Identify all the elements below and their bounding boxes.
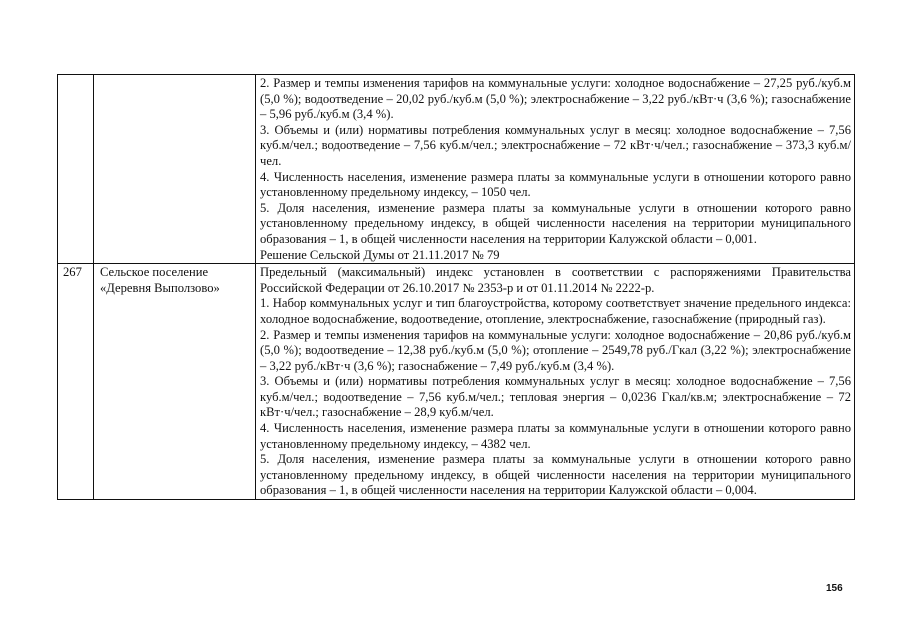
- municipality-name-cell: [94, 264, 256, 500]
- municipality-name-cell: [94, 75, 256, 264]
- paragraph: Предельный (максимальный) индекс установлен в соответствии с распоряжениями Правительства Российской Федерации от 26.10.2017 № 2353-р и от 01.11.2014 № 2222-р.: [260, 265, 851, 295]
- row-number-cell: [58, 75, 94, 264]
- page-number: 156: [826, 583, 843, 594]
- row-number-cell: 267: [58, 264, 94, 500]
- paragraph: 4. Численность населения, изменение размера платы за коммунальные услуги в отношении которого равно установленному предельному индексу, – 1050 чел.: [260, 169, 851, 200]
- paragraph: 2. Размер и темпы изменения тарифов на коммунальные услуги: холодное водоснабжение – 20,86 руб./куб.м (5,0 %); водоотведение – 12,38 руб./куб.м (5,0 %); отопление – 2549,78 руб./Гкал (3,22 %); электроснабжение – 3,22 руб./кВт·ч (3,6 %); газоснабжение – 7,49 руб./куб.м (3,4 %).: [260, 327, 851, 373]
- table-row: [58, 264, 855, 500]
- paragraph: 5. Доля населения, изменение размера платы за коммунальные услуги в отношении которого равно установленному предельному индексу, в общей численности населения на территории муниципального образования – 1, в общей численности населения на территории Калужской области – 0,001.: [260, 200, 851, 246]
- municipality-name-line: Сельское поселение: [100, 265, 209, 280]
- decision-reference: Решение Сельской Думы от 21.11.2017 № 79: [260, 247, 500, 262]
- paragraph: 1. Набор коммунальных услуг и тип благоустройства, которому соответствует значение предельного индекса: холодное водоснабжение, водоотведение, отопление, электроснабжение, газоснабжение (природный газ).: [260, 296, 851, 326]
- paragraph: 2. Размер и темпы изменения тарифов на коммунальные услуги: холодное водоснабжение – 27,25 руб./куб.м (5,0 %); водоотведение – 20,02 руб./куб.м (5,0 %); электроснабжение – 3,22 руб./кВт·ч (3,6 %); газоснабжение – 5,96 руб./куб.м (3,4 %).: [260, 76, 851, 122]
- paragraph: 3. Объемы и (или) нормативы потребления коммунальных услуг в месяц: холодное водоснабжение – 7,56 куб.м/чел.; водоотведение – 7,56 куб.м/чел.; электроснабжение – 72 кВт·ч/чел.; газоснабжение – 373,3 куб.м/чел.: [260, 122, 851, 168]
- paragraph: 4. Численность населения, изменение размера платы за коммунальные услуги в отношении которого равно установленному предельному индексу, – 4382 чел.: [260, 421, 851, 451]
- paragraph: 3. Объемы и (или) нормативы потребления коммунальных услуг в месяц: холодное водоснабжение – 7,56 куб.м/чел.; водоотведение – 7,56 куб.м/чел.; тепловая энергия – 0,0236 Гкал/кв.м; электроснабжение – 72 кВт·ч/чел.; газоснабжение – 28,9 куб.м/чел.: [260, 374, 851, 420]
- table-row: [58, 75, 855, 264]
- tariff-table: [57, 74, 855, 500]
- municipality-name-line: «Деревня Выползово»: [100, 280, 220, 295]
- details-cell: [256, 75, 855, 264]
- details-cell: [256, 264, 855, 500]
- paragraph: 5. Доля населения, изменение размера платы за коммунальные услуги в отношении которого равно установленному предельному индексу, в общей численности населения на территории муниципального образования – 1, в общей численности населения на территории Калужской области – 0,004.: [260, 452, 851, 498]
